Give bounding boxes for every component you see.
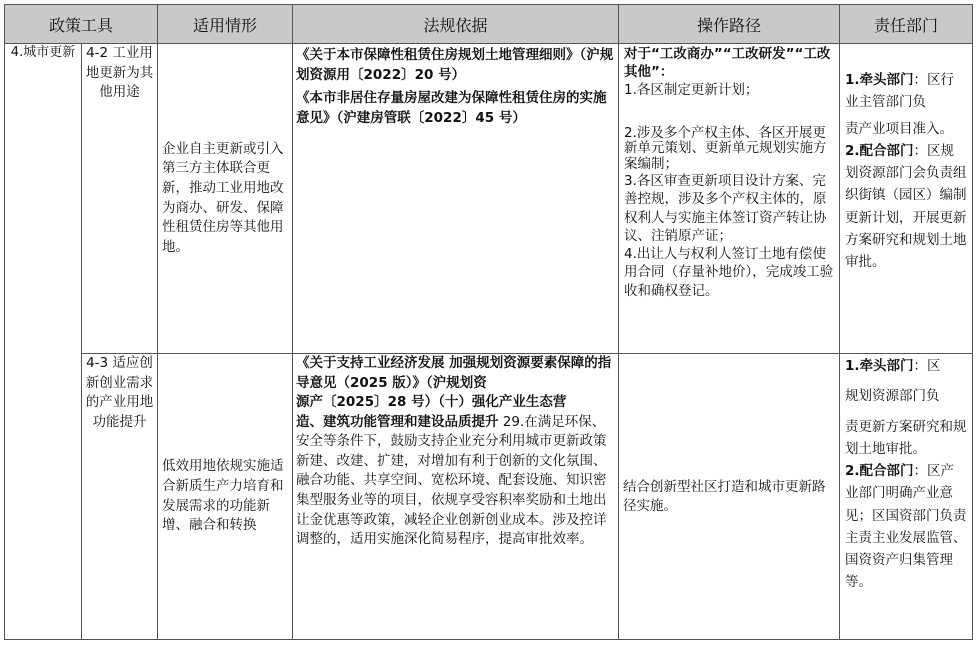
lead-dept-label: 1.牵头部门 xyxy=(845,72,914,88)
header-row xyxy=(5,5,973,44)
operation-step: 2.涉及多个产权主体、各区开展更新单元策划、更新单元规划实施方案编制； xyxy=(624,124,827,172)
situation-cell: 低效用地依规实施适合新质生产力培育和发展需求的功能新增、融合和转换 xyxy=(158,354,293,640)
operation-step: 1.各区制定更新计划； xyxy=(624,82,759,99)
lead-dept-text: ：区 xyxy=(913,358,941,374)
header-responsible-dept: 责任部门 xyxy=(840,5,973,44)
subcategory-cell: 4-3 适应创新创业需求的产业用地功能提升 xyxy=(82,354,158,640)
responsible-dept-cell xyxy=(840,354,973,640)
co-dept-text: ：区规划资源部门会负责组织街镇（园区）编制更新计划，开展更新方案研究和规划土地审批。 xyxy=(845,142,967,271)
regulation-title: 源产〔2025〕28 号）（十）强化产业生态营 xyxy=(296,394,567,411)
operation-heading: 对于“工改商办”“工改研发”“工改其他”： xyxy=(624,46,831,81)
regulation-title: 《关于支持工业经济发展 加强规划资源要素保障的指导意见（2025 版）》（沪规划资 xyxy=(296,355,612,391)
header-operation-path: 操作路径 xyxy=(619,5,840,44)
operation-path-cell: 结合创新型社区打造和城市更新路径实施。 xyxy=(619,354,840,640)
header-policy-tool: 政策工具 xyxy=(5,5,158,44)
lead-dept-label: 1.牵头部门 xyxy=(845,358,914,374)
regulation-title: 《本市非居住存量房屋改建为保障性租赁住房的实施意见》（沪建房管联〔2022〕45 号） xyxy=(296,90,607,126)
co-dept-text: ：区产业部门明确产业意见；区国资部门负责主责主业发展监管、国资资产归集管理等。 xyxy=(845,463,967,591)
header-situation: 适用情形 xyxy=(158,5,293,44)
operation-step: 3.各区审查更新项目设计方案、完善控规，涉及多个产权主体的，原权利人与实施主体签订资产转让协议、注销原产证； xyxy=(624,173,827,244)
lead-dept-text: ：区行业主管部门负 xyxy=(845,72,955,111)
regulation-clause-title: 造、建筑功能管理和建设品质提升 xyxy=(296,413,499,430)
lead-dept-text: 责产业项目准入。 xyxy=(845,120,954,137)
regulation-clause-text: 29.在满足环保、安全等条件下，鼓励支持企业充分利用城市更新政策新建、改建、扩建，对增加有利于创新的文化氛围、融合功能、共享空间、宽松环境、配套设施、知识密集型服务业等的项目，依规享受容积率奖励和土地出让金优惠等政策，减轻企业创新创业成本。涉及控详调整的，适用实施深化简易程序，提高审批效率。 xyxy=(296,413,607,548)
lead-dept-text: 责更新方案研究和规划土地审批。 xyxy=(845,418,967,457)
co-dept-label: 2.配合部门 xyxy=(845,142,914,159)
table-row xyxy=(5,44,973,354)
operation-step: 4.出让人与权利人签订土地有偿使用合同（存量补地价），完成竣工验收和确权登记。 xyxy=(624,246,834,299)
header-legal-basis: 法规依据 xyxy=(293,5,619,44)
subcategory-cell: 4-2 工业用地更新为其他用途 xyxy=(82,44,158,354)
regulation-title: 《关于本市保障性租赁住房规划土地管理细则》（沪规划资源用〔2022〕20 号） xyxy=(296,47,614,83)
table-row xyxy=(5,354,973,640)
responsible-dept-cell xyxy=(840,44,973,354)
legal-basis-cell xyxy=(293,44,619,354)
policy-table xyxy=(4,4,973,640)
category-cell: 4.城市更新 xyxy=(5,44,82,640)
legal-basis-cell xyxy=(293,354,619,640)
co-dept-label: 2.配合部门 xyxy=(845,463,914,480)
lead-dept-text: 规划资源部门负 xyxy=(845,388,940,405)
situation-cell: 企业自主更新或引入第三方主体联合更新，推动工业用地改为商办、研发、保障性租赁住房等其他用地。 xyxy=(158,44,293,354)
operation-path-cell xyxy=(619,44,840,354)
